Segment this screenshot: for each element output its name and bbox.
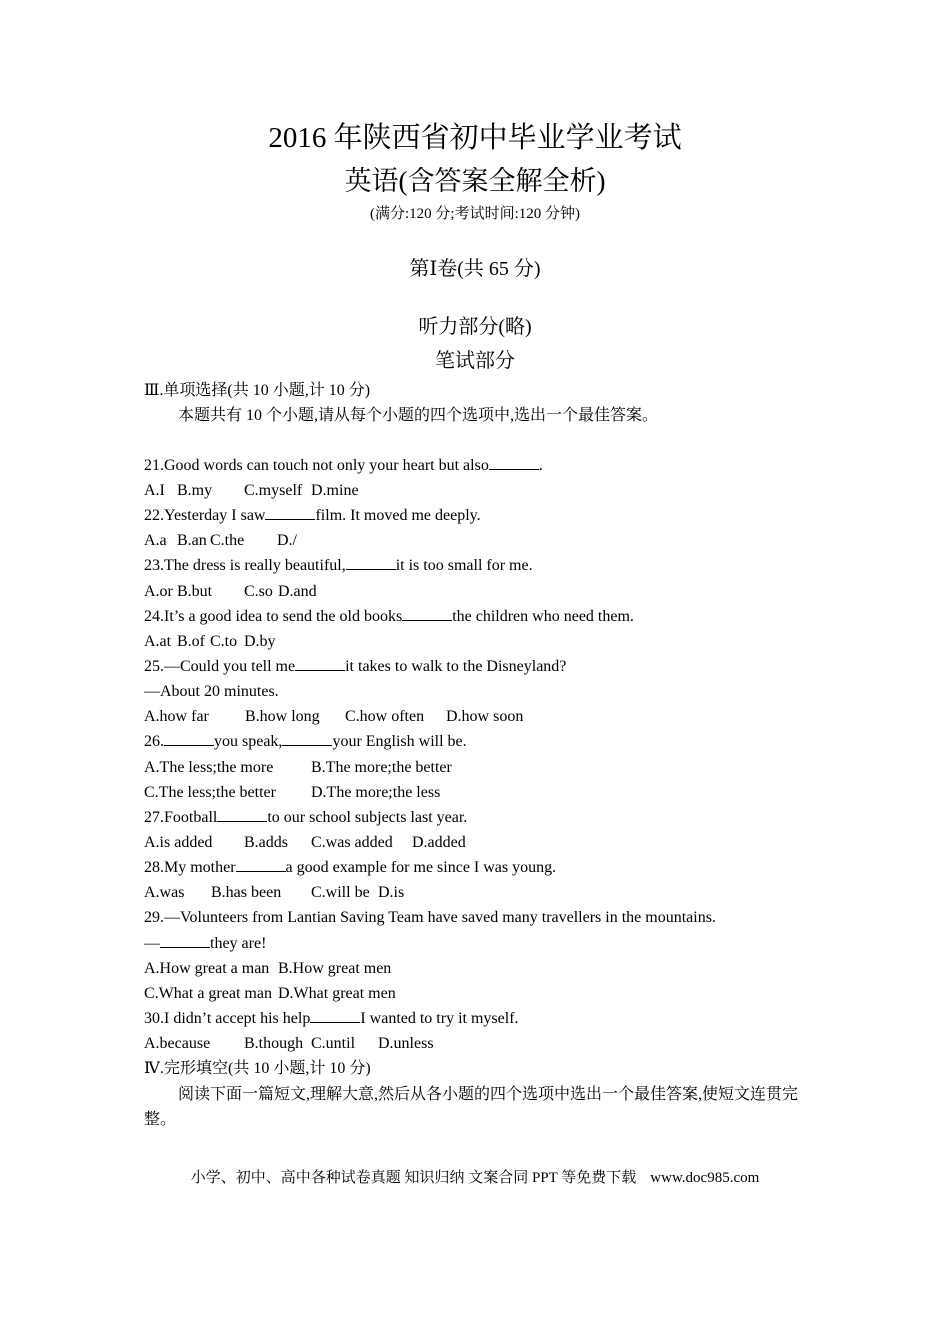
footer-url[interactable]: www.doc985.com	[650, 1170, 760, 1186]
option-a: A.how far	[144, 708, 209, 725]
option-b: B.The more;the better	[311, 759, 452, 776]
question-30: 30.I didn’t accept his help I wanted to try it myself.	[144, 1010, 519, 1027]
part-one-heading: 第Ⅰ卷(共 65 分)	[409, 258, 541, 280]
option-d: D.added	[412, 834, 466, 851]
page-footer	[0, 1168, 950, 1188]
option-d: D.is	[378, 884, 405, 901]
option-a: A.I	[144, 482, 165, 499]
option-c: C.so	[244, 583, 273, 600]
question-26-options-row2	[144, 782, 440, 804]
option-c: C.What a great man	[144, 985, 272, 1002]
option-b: B.an	[177, 532, 207, 549]
option-a: A.was	[144, 884, 185, 901]
exam-title: 2016 年陕西省初中毕业学业考试	[268, 122, 682, 154]
option-c: C.The less;the better	[144, 784, 276, 801]
answer-blank	[217, 807, 267, 822]
answer-blank	[295, 656, 345, 671]
option-d: D.mine	[311, 482, 359, 499]
question-25-options	[144, 706, 523, 728]
answer-blank	[236, 857, 286, 872]
option-b: B.of	[177, 633, 205, 650]
question-27-options	[144, 832, 466, 854]
answer-blank	[310, 1008, 360, 1023]
option-a: A.is added	[144, 834, 213, 851]
option-b: B.my	[177, 482, 213, 499]
section-3-instruction: 本题共有 10 个小题,请从每个小题的四个选项中,选出一个最佳答案。	[178, 407, 659, 424]
question-26: 26. you speak, your English will be.	[144, 733, 467, 750]
section-4-heading: Ⅳ.完形填空(共 10 小题,计 10 分)	[144, 1060, 371, 1077]
question-22: 22.Yesterday I saw film. It moved me deeply.	[144, 507, 481, 524]
option-b: B.but	[177, 583, 213, 600]
option-b: B.has been	[211, 884, 282, 901]
option-d: D.The more;the less	[311, 784, 441, 801]
answer-blank	[265, 505, 315, 520]
section-4-instruction: 阅读下面一篇短文,理解大意,然后从各小题的四个选项中选出一个最佳答案,使短文连贯完整。	[144, 1086, 799, 1128]
option-c: C.myself	[244, 482, 303, 499]
question-21: 21.Good words can touch not only your heart but also .	[144, 457, 543, 474]
question-29-reply: — they are!	[144, 935, 267, 952]
option-a: A.or	[144, 583, 173, 600]
option-a: A.The less;the more	[144, 759, 274, 776]
option-d: D.and	[278, 583, 317, 600]
question-24-options	[144, 631, 276, 653]
footer-text: 小学、初中、高中各种试卷真题 知识归纳 文案合同 PPT 等免费下载	[190, 1170, 637, 1186]
option-c: C.to	[210, 633, 238, 650]
question-26-options-row1	[144, 757, 452, 779]
question-29-options-row2	[144, 983, 396, 1005]
option-d: D./	[277, 532, 297, 549]
answer-blank	[489, 455, 539, 470]
answer-blank	[402, 606, 452, 621]
listening-heading: 听力部分(略)	[418, 316, 532, 338]
option-c: C.will be	[311, 884, 370, 901]
exam-subtitle: 英语(含答案全解全析)	[344, 166, 606, 196]
option-a: A.because	[144, 1035, 211, 1052]
option-d: D.how soon	[446, 708, 524, 725]
question-25-reply: —About 20 minutes.	[144, 683, 279, 700]
question-23: 23.The dress is really beautiful, it is too small for me.	[144, 557, 533, 574]
question-30-options	[144, 1033, 434, 1055]
option-a: A.at	[144, 633, 172, 650]
option-c: C.how often	[345, 708, 425, 725]
option-b: B.how long	[245, 708, 320, 725]
question-23-options	[144, 581, 317, 603]
written-heading: 笔试部分	[435, 350, 515, 372]
option-a: A.a	[144, 532, 167, 549]
option-c: C.was added	[311, 834, 393, 851]
section-3-heading: Ⅲ.单项选择(共 10 小题,计 10 分)	[144, 382, 371, 399]
answer-blank	[164, 731, 214, 746]
option-b: B.How great men	[278, 960, 392, 977]
answer-blank	[282, 731, 332, 746]
option-c: C.the	[210, 532, 245, 549]
option-a: A.How great a man	[144, 960, 270, 977]
exam-score-time: (满分:120 分;考试时间:120 分钟)	[370, 206, 580, 222]
answer-blank	[160, 933, 210, 948]
option-d: D.by	[244, 633, 276, 650]
question-27: 27.Football to our school subjects last year.	[144, 809, 468, 826]
option-b: B.though	[244, 1035, 304, 1052]
option-d: D.What great men	[278, 985, 396, 1002]
question-21-options	[144, 480, 359, 502]
question-29-options-row1	[144, 958, 391, 980]
question-28-options	[144, 882, 404, 904]
question-29: 29.—Volunteers from Lantian Saving Team have saved many travellers in the mountains.	[144, 909, 716, 926]
question-28: 28.My mother a good example for me since I was young.	[144, 859, 557, 876]
question-22-options	[144, 530, 297, 552]
question-24: 24.It’s a good idea to send the old books the children who need them.	[144, 608, 634, 625]
option-b: B.adds	[244, 834, 288, 851]
option-d: D.unless	[378, 1035, 434, 1052]
answer-blank	[346, 555, 396, 570]
question-25: 25.—Could you tell me it takes to walk to the Disneyland?	[144, 658, 567, 675]
option-c: C.until	[311, 1035, 356, 1052]
